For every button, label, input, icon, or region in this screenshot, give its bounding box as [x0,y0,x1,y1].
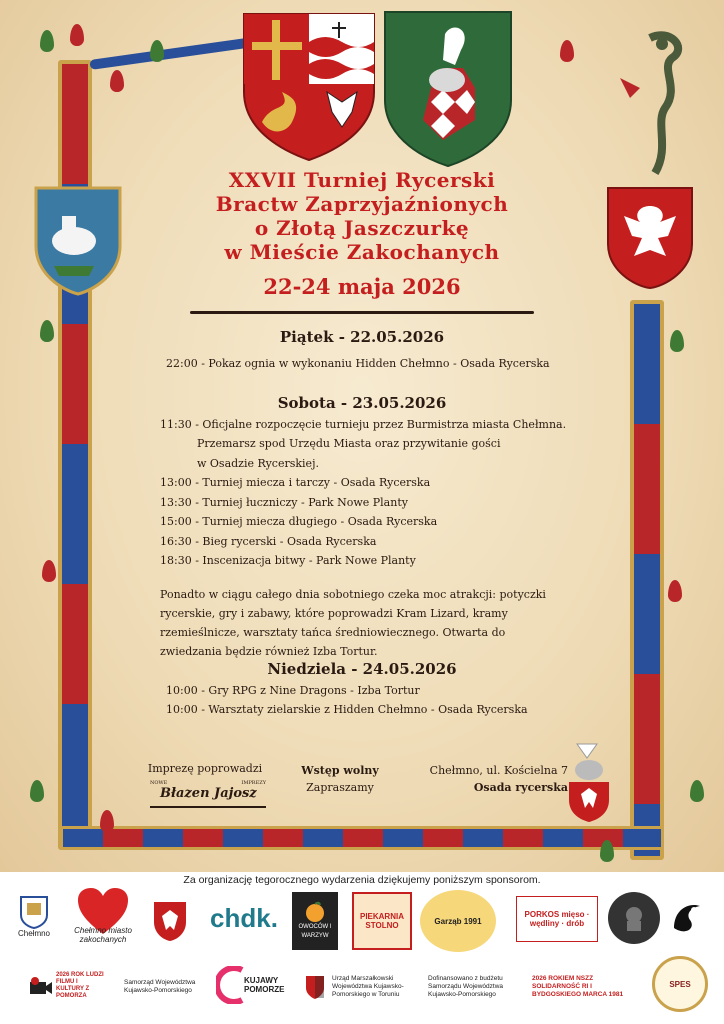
title-line-1: XXVII Turniej Rycerski [228,168,496,192]
schedule-item: 22:00 - Pokaz ognia w wykonaniu Hidden Chełmno - Osada Rycerska [166,357,550,370]
sponsor-thanks: Za organizację tegorocznego wydarzenia dziękujemy poniższym sponsorom. [183,874,541,886]
leaf-icon [100,810,114,832]
saturday-description: Ponadto w ciągu całego dnia sobotniego czeka moc atrakcji: potyczki rycerskie, gry i zabawy, które poprowadzi Kram Lizard, kramy rzemieślnicze, warsztaty tańca średniowiecznego. Otwarta do zwiedzania będzie również Izba Tortur. [160,588,546,658]
sponsor-logo[interactable] [666,896,708,940]
eagle-shield-icon [606,186,694,290]
organizer-logo [150,778,266,808]
leaf-icon [110,70,124,92]
leaf-icon [42,560,56,582]
leaf-icon [40,30,54,52]
sponsor-name: 2026 ROKIEM NSZZ SOLIDARNOŚĆ RI I BYDGOSKIEGO MARCA 1981 [532,975,624,998]
leaf-icon [150,40,164,62]
sponsor-logo[interactable] [292,892,338,950]
sponsor-name: chdk. [210,902,278,933]
organizer-label: Imprezę poprowadzi [147,762,263,775]
knight-icon [619,903,649,933]
schedule-item-cont: Przemarsz spod Urzędu Miasta oraz przywitanie gości [197,437,501,450]
schedule-item: 16:30 - Bieg rycerski - Osada Rycerska [160,535,377,548]
sponsor-logo[interactable] [428,972,524,1002]
leaf-icon [668,580,682,602]
leaf-icon [30,780,44,802]
schedule-item: 11:30 - Oficjalne rozpoczęcie turnieju przez Burmistrza miasta Chełmna. [160,418,567,431]
organizer-name: Błazen Jajosz [160,786,257,801]
entry-info [290,762,390,796]
schedule-item-cont: w Osadzie Rycerskiej. [197,457,319,470]
st-george-shield-icon [34,186,122,296]
frame-right-border [630,300,664,860]
leaf-icon [690,780,704,802]
leaf-icon [40,320,54,342]
sponsor-logo[interactable] [420,890,496,952]
schedule-item: 10:00 - Gry RPG z Nine Dragons - Izba Tortur [166,684,420,697]
dragon-icon [668,898,706,938]
sponsor-logo[interactable] [28,966,104,1006]
schedule-item: 15:00 - Turniej miecza długiego - Osada Rycerska [160,515,438,528]
sponsor-name: OWOCÓW I WARZYW [298,924,332,939]
sponsor-logo[interactable] [204,896,284,940]
frame-top-vine [89,38,249,70]
sponsor-name: PIEKARNIA STOLNO [359,912,404,930]
sponsor-name: Chełmno [17,928,50,938]
sponsor-logo[interactable] [214,962,286,1008]
leaf-icon [670,330,684,352]
chelmno-shield-icon [242,12,376,162]
sponsor-logo[interactable] [14,888,54,944]
saturday-heading: Sobota - 23.05.2026 [277,394,447,412]
entry-sub: Zapraszamy [306,781,374,794]
sponsor-logo[interactable] [516,896,598,942]
camera-icon [28,976,52,996]
venue-address: Chełmno, ul. Kościelna 7 [429,764,568,777]
leaf-icon [560,40,574,62]
sponsor-name: Urząd Marszałkowski Województwa Kujawsko-Pomorskiego w Toruniu [332,975,404,998]
sponsor-name: Garząb 1991 [434,916,482,926]
title-line-4: w Mieście Zakochanych [224,240,500,264]
sponsor-name: Chełmno miasto zakochanych [74,926,132,944]
leaf-icon [70,24,84,46]
sponsor-logo[interactable] [304,966,414,1008]
voivodeship-crest-icon [304,974,326,1000]
frame-bottom-border [60,826,664,850]
sponsor-name: Samorząd Województwa Kujawsko-Pomorskiego [124,979,196,994]
organizer-small-right: IMPREZY [241,780,266,786]
sponsor-logo[interactable] [608,892,660,944]
dragon-icon [610,28,690,178]
eagle-shield-icon [152,900,188,942]
small-knight-crest-icon [563,742,615,824]
sponsor-name: Dofinansowano z budżetu Samorządu Województwa Kujawsko-Pomorskiego [428,975,504,998]
frame-left-border [58,60,92,850]
sponsor-name: SPES [669,979,691,989]
venue-info [408,762,568,796]
schedule-item: 18:30 - Inscenizacja bitwy - Park Nowe Planty [160,554,416,567]
event-dates: 22-24 maja 2026 [263,274,461,299]
organizer-small-left: NOWE [150,780,168,786]
venue-place: Osada rycerska [473,781,568,794]
schedule-item: 13:30 - Turniej łuczniczy - Park Nowe Planty [160,496,408,509]
sponsor-logo[interactable] [124,972,210,1002]
sponsor-logo[interactable] [652,956,708,1012]
schedule-item: 13:00 - Turniej miecza i tarczy - Osada Rycerska [160,476,431,489]
sponsor-name: 2026 ROK LUDZI FILMU I KULTURY Z POMORZA [56,972,104,999]
friday-heading: Piątek - 22.05.2026 [279,328,445,346]
schedule-item: 10:00 - Warsztaty zielarskie z Hidden Chełmno - Osada Rycerska [166,703,528,716]
sponsor-logo[interactable] [352,892,412,950]
title-line-2: Bractw Zaprzyjaźnionych [215,192,509,216]
sponsor-logo[interactable] [532,972,642,1002]
kujawy-pomorze-icon [216,966,244,1004]
sponsor-name: KUJAWY POMORZE [244,976,285,994]
sponsor-logo[interactable] [72,886,134,944]
sponsor-name: PORKOS mięso · wędliny · drób [524,910,590,928]
sponsor-logo[interactable] [150,898,190,944]
city-crest-icon [19,895,49,929]
title-line-3: o Złotą Jaszczurkę [254,216,470,240]
knight-helmet-shield-icon [383,10,513,168]
sunday-heading: Niedziela - 24.05.2026 [267,660,457,678]
fruit-icon [304,901,326,923]
divider-line [190,311,534,314]
entry-title: Wstęp wolny [301,764,379,777]
event-title [120,168,604,299]
